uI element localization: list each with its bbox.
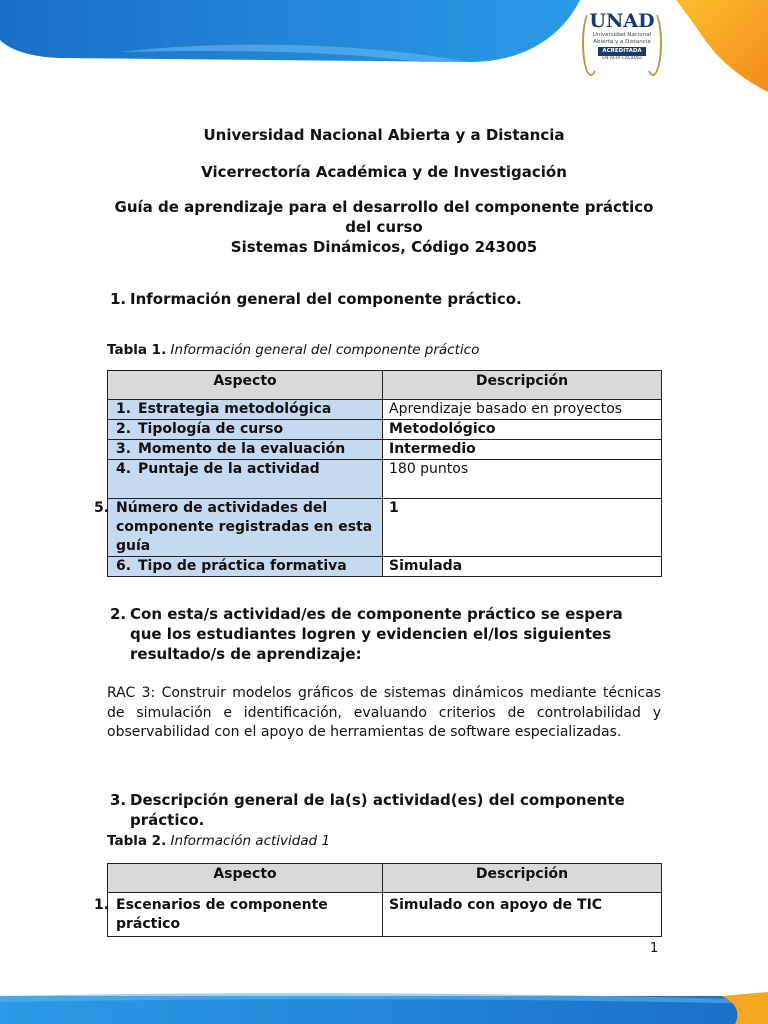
header-aspecto: Aspecto	[108, 371, 383, 400]
table2-caption	[107, 832, 330, 850]
row-number: 5.	[94, 500, 110, 516]
section-text-line1: Descripción general de la(s) actividad(es) del componente	[130, 791, 625, 809]
desc-cell: 180 puntos	[383, 460, 662, 499]
caption-text: Información general del componente práctico	[170, 342, 480, 358]
table-header-row	[108, 864, 662, 893]
caption-text: Información actividad 1	[170, 833, 331, 849]
page-number: 1	[650, 941, 659, 956]
table-row	[108, 400, 662, 420]
aspect-text: Puntaje de la actividad	[138, 461, 320, 477]
section-3-heading	[110, 790, 670, 830]
section-number: 1.	[110, 290, 127, 308]
aspect-cell	[108, 400, 383, 420]
desc-cell: Simulada	[383, 557, 662, 577]
desc-cell: Aprendizaje basado en proyectos	[383, 400, 662, 420]
aspect-cell	[108, 557, 383, 577]
desc-cell: Metodológico	[383, 420, 662, 440]
table-2	[94, 863, 662, 937]
unad-logo	[582, 6, 662, 74]
caption-label: Tabla 2.	[107, 833, 167, 849]
table-header-row	[108, 371, 662, 400]
aspect-cell	[108, 440, 383, 460]
table-row	[108, 420, 662, 440]
aspect-text: Tipología de curso	[138, 421, 284, 437]
row-number: 6.	[116, 558, 132, 574]
vicerrectoria-title: Vicerrectoría Académica y de Investigación	[201, 163, 567, 181]
section-text-line2: que los estudiantes logren y evidencien el/los siguientes	[130, 625, 612, 643]
aspect-cell	[108, 460, 383, 499]
aspect-cell	[108, 420, 383, 440]
header-descripcion: Descripción	[383, 864, 662, 893]
row-number: 3.	[116, 441, 132, 457]
section-text-line2: práctico.	[130, 811, 205, 829]
guide-title-line1: Guía de aprendizaje para el desarrollo del componente práctico	[114, 198, 654, 216]
logo-line1: Universidad Nacional	[592, 32, 652, 38]
table-row	[108, 460, 662, 499]
row-number: 4.	[116, 461, 132, 477]
desc-cell: Simulado con apoyo de TIC	[383, 893, 662, 937]
section-text-line3: resultado/s de aprendizaje:	[130, 645, 362, 663]
row-number: 2.	[116, 421, 132, 437]
desc-cell: Intermedio	[383, 440, 662, 460]
table-1	[94, 370, 662, 577]
laurel-right-icon	[644, 10, 662, 76]
rac-paragraph: RAC 3: Construir modelos gráficos de sistemas dinámicos mediante técnicas de simulación e identificación, evaluando criterios de controlabilidad y observabilidad con el apoyo de herramientas de software especializadas.	[107, 685, 661, 740]
guide-title-line3: Sistemas Dinámicos, Código 243005	[230, 238, 538, 256]
aspect-text: Momento de la evaluación	[138, 441, 346, 457]
guide-title-line2: del curso	[345, 218, 423, 236]
header-descripcion: Descripción	[383, 371, 662, 400]
section-text: Información general del componente práctico.	[130, 290, 522, 308]
row-number: 1.	[94, 897, 110, 913]
caption-label: Tabla 1.	[107, 342, 167, 358]
section-1-heading	[110, 289, 670, 309]
aspect-cell	[94, 893, 383, 937]
table-row	[108, 557, 662, 577]
logo-wordmark: UNAD	[589, 10, 655, 32]
row-number: 1.	[116, 401, 132, 417]
aspect-text: Número de actividades del componente registradas en esta guía	[116, 500, 373, 554]
table1-caption	[107, 341, 479, 359]
logo-line2: Abierta y a Distancia	[593, 38, 651, 45]
table-row	[108, 440, 662, 460]
aspect-text: Tipo de práctica formativa	[138, 558, 347, 574]
desc-cell: 1	[383, 499, 662, 557]
section-2-heading	[110, 604, 670, 664]
table-row	[108, 499, 662, 557]
logo-badge-sub: EN ALTA CALIDAD	[602, 56, 642, 61]
aspect-cell	[94, 499, 383, 557]
aspect-text: Estrategia metodológica	[138, 401, 332, 417]
university-title: Universidad Nacional Abierta y a Distancia	[203, 126, 565, 144]
section-number: 3.	[110, 791, 127, 809]
footer-banner	[0, 992, 768, 1024]
section-text-line1: Con esta/s actividad/es de componente práctico se espera	[130, 605, 623, 623]
guide-title	[0, 197, 768, 257]
aspect-text: Escenarios de componente práctico	[116, 897, 328, 932]
section-number: 2.	[110, 605, 127, 623]
table-row	[108, 893, 662, 937]
laurel-left-icon	[582, 10, 600, 76]
header-aspecto: Aspecto	[108, 864, 383, 893]
logo-badge: ACREDITADA	[598, 47, 645, 56]
